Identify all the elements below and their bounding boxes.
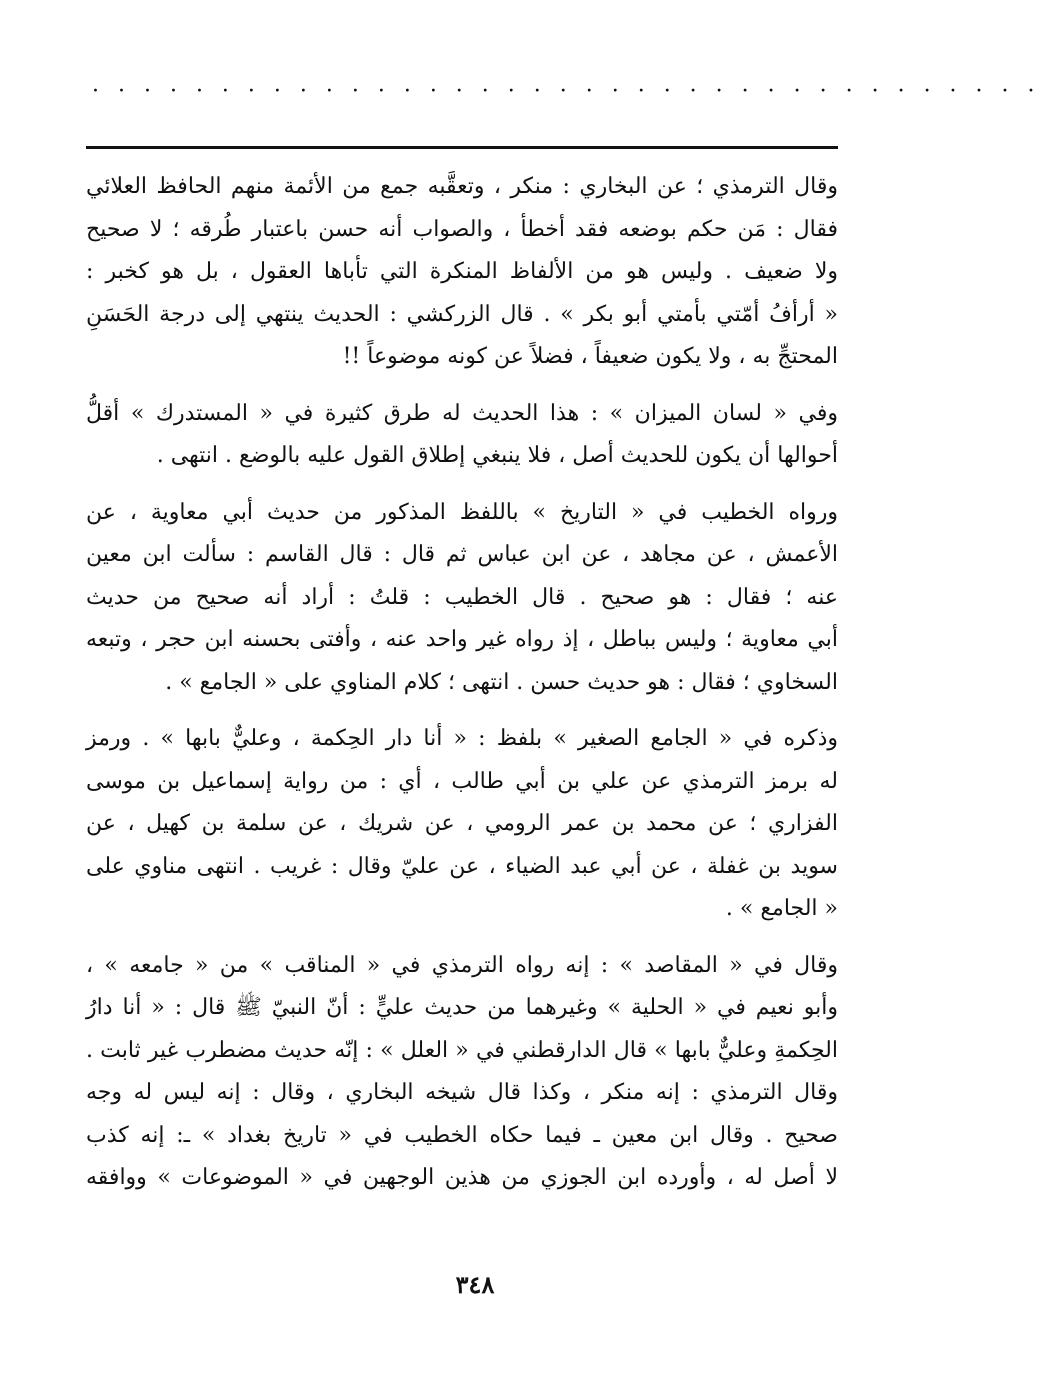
- main-text: [86, 166, 838, 1200]
- paragraph-4: [86, 718, 838, 931]
- text-line: سويد بن غفلة ، عن أبي عبد الضياء ، عن عليّ وقال : غريب . انتهى مناوي على: [86, 853, 838, 879]
- text-line: صحيح . وقال ابن معين ـ فيما حكاه الخطيب في « تاريخ بغداد » ـ: إنه كذب: [86, 1122, 838, 1148]
- text-line: ورواه الخطيب في « التاريخ » باللفظ المذكور من حديث أبي معاوية ، عن: [86, 499, 838, 525]
- text-line: له برمز الترمذي عن علي بن أبي طالب ، أي : من رواية إسماعيل بن موسى: [86, 768, 838, 794]
- text-line: وذكره في « الجامع الصغير » بلفظ : « أنا دار الحِكمة ، وعليٌّ بابها » . ورمز: [86, 726, 838, 751]
- text-line: أحوالها أن يكون للحديث أصل ، فلا ينبغي إطلاق القول عليه بالوضع . انتهى .: [156, 443, 838, 468]
- text-line: عنه ؛ فقال : هو صحيح . قال الخطيب : قلتُ : أراد أنه صحيح من حديث: [86, 584, 838, 610]
- text-line: الفزاري ؛ عن محمد بن عمر الرومي ، عن شريك ، عن سلمة بن كهيل ، عن: [86, 811, 838, 836]
- paragraph-1: [86, 166, 838, 379]
- paragraph-2: [86, 393, 838, 478]
- text-line: المحتجِّ به ، ولا يكون ضعيفاً ، فضلاً عن كونه موضوعاً !!: [342, 344, 838, 369]
- text-line: السخاوي ؛ فقال : هو حديث حسن . انتهى ؛ كلام المناوي على « الجامع » .: [165, 669, 838, 695]
- text-line: الأعمش ، عن مجاهد ، عن ابن عباس ثم قال : قال القاسم : سألت ابن معين: [86, 542, 838, 567]
- paragraph-3: [86, 492, 838, 705]
- text-line: فقال : مَن حكم بوضعه فقد أخطأ ، والصواب أنه حسن باعتبار طُرقه ؛ لا صحيح: [86, 216, 838, 242]
- text-line: وأبو نعيم في « الحلية » وغيرهما من حديث عليٍّ : أنّ النبيّ ﷺ قال : « أنا دارُ: [86, 995, 838, 1020]
- text-line: وقال الترمذي : إنه منكر ، وكذا قال شيخه البخاري ، وقال : إنه ليس له وجه: [86, 1080, 838, 1105]
- text-line: « الجامع » .: [725, 896, 838, 921]
- text-line: لا أصل له ، وأورده ابن الجوزي من هذين الوجهين في « الموضوعات » ووافقه: [86, 1165, 838, 1190]
- text-line: ولا ضعيف . وليس هو من الألفاظ المنكرة التي تأباها العقول ، بل هو كخبر :: [86, 259, 838, 284]
- text-line: الحِكمةِ وعليٌّ بابها » قال الدارقطني في « العلل » : إنّه حديث مضطرب غير ثابت .: [86, 1037, 838, 1063]
- text-line: « أرأفُ أمّتي بأمتي أبو بكر » . قال الزركشي : الحديث ينتهي إلى درجة الحَسَنِ: [86, 301, 838, 327]
- text-line: وفي « لسان الميزان » : هذا الحديث له طرق كثيرة في « المستدرك » أقلُّ: [86, 400, 838, 426]
- text-line: أبي معاوية ؛ وليس بباطل ، إذ رواه غير واحد عنه ، وأفتى بحسنه ابن حجر ، وتبعه: [86, 627, 838, 652]
- page-number: ٣٤٨: [455, 1270, 495, 1299]
- header-rule: [86, 146, 838, 149]
- header-dotted-rule: · · · · · · · · · · · · · · · · · · · · · · · · · · · · · · · · · · · · ·: [92, 79, 1041, 104]
- text-line: وقال الترمذي ؛ عن البخاري : منكر ، وتعقَّبه جمع من الأئمة منهم الحافظ العلائي: [86, 174, 838, 199]
- paragraph-5: [86, 945, 838, 1200]
- text-line: وقال في « المقاصد » : إنه رواه الترمذي في « المناقب » من « جامعه » ،: [86, 952, 838, 978]
